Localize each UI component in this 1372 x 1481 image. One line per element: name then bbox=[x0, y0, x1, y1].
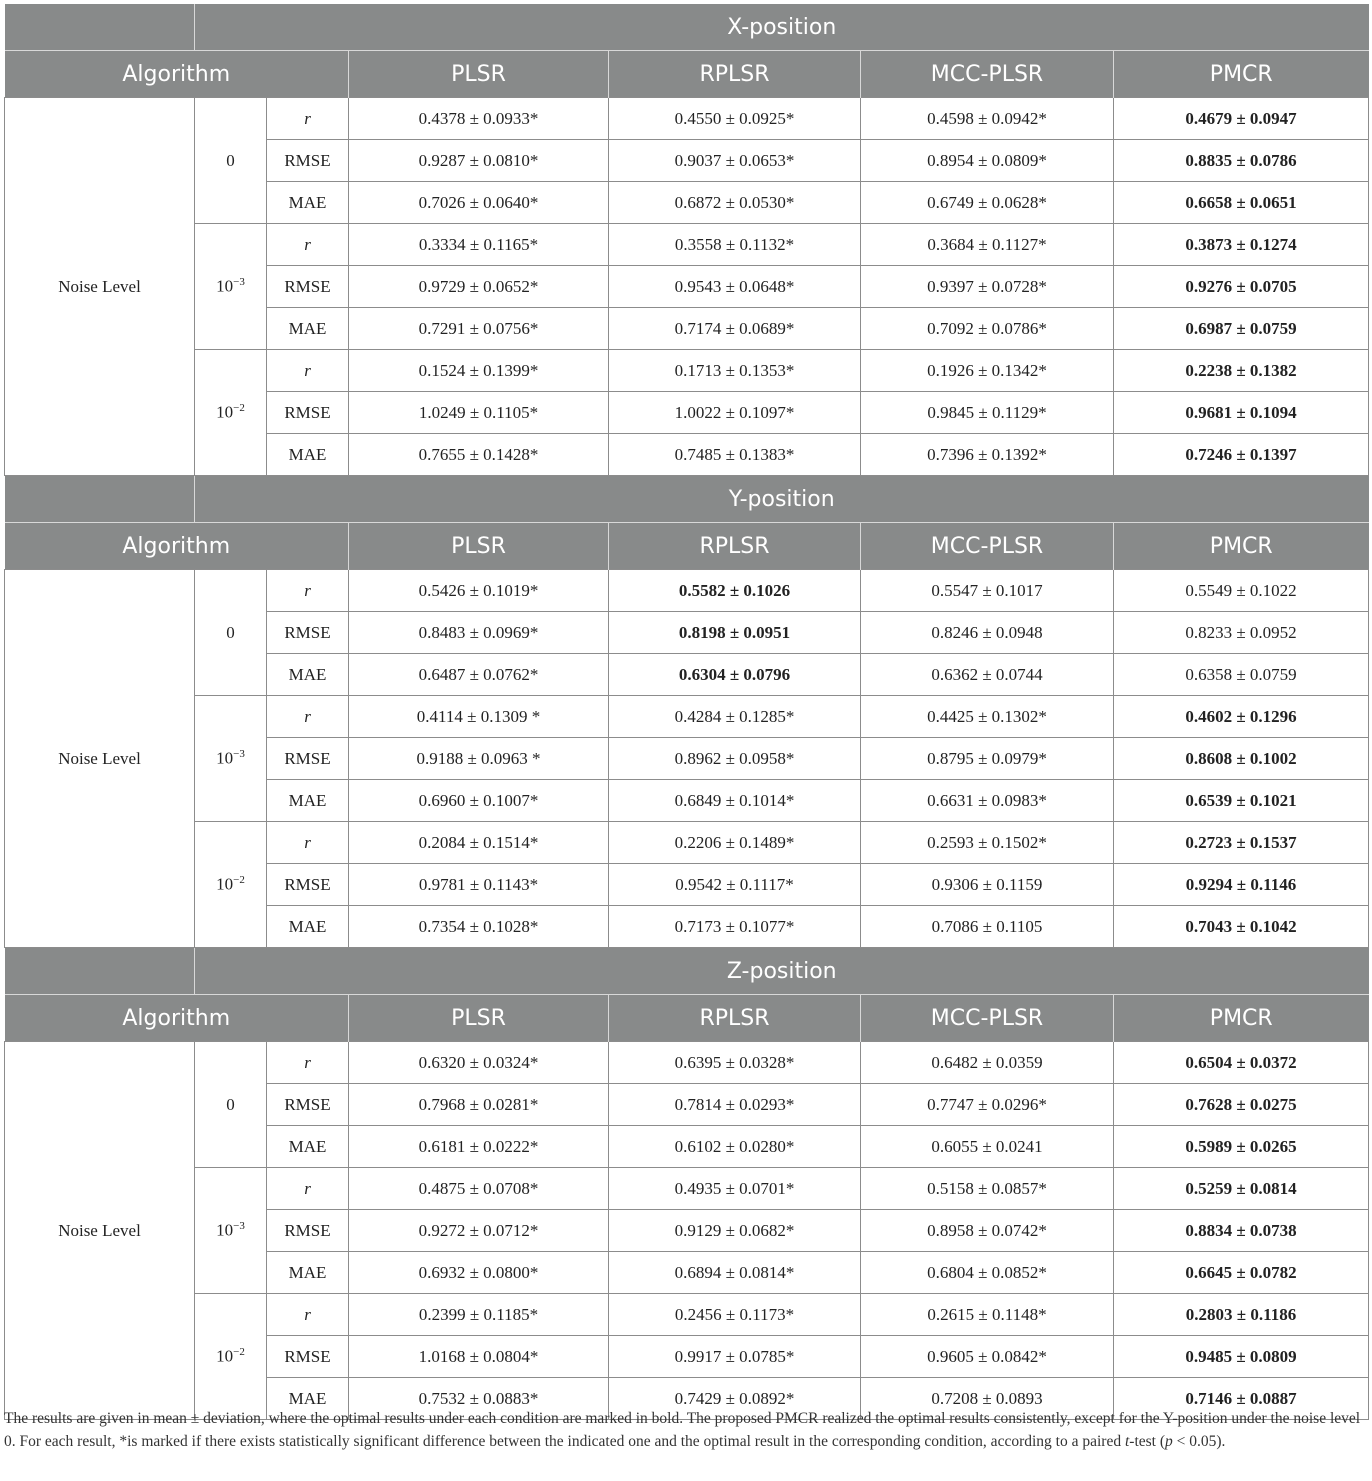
noise-level-exponent: −2 bbox=[233, 1346, 245, 1359]
column-header: PLSR bbox=[349, 995, 609, 1042]
value-cell: 0.6304 ± 0.0796 bbox=[609, 654, 861, 696]
metric-label: r bbox=[267, 696, 349, 738]
value-cell: 0.8246 ± 0.0948 bbox=[861, 612, 1114, 654]
value-cell: 0.2615 ± 0.1148* bbox=[861, 1294, 1114, 1336]
noise-level-base: 10 bbox=[216, 402, 234, 422]
value-cell: 0.4550 ± 0.0925* bbox=[609, 98, 861, 140]
value-cell: 0.4598 ± 0.0942* bbox=[861, 98, 1114, 140]
table-row bbox=[5, 570, 1369, 612]
noise-level-value bbox=[195, 224, 267, 350]
metric-label: MAE bbox=[267, 654, 349, 696]
noise-level-value bbox=[195, 822, 267, 948]
value-cell: 0.5582 ± 0.1026 bbox=[609, 570, 861, 612]
noise-level-value bbox=[195, 570, 267, 696]
value-cell: 0.9605 ± 0.0842* bbox=[861, 1336, 1114, 1378]
table-row bbox=[5, 98, 1369, 140]
value-cell: 0.7396 ± 0.1392* bbox=[861, 434, 1114, 476]
value-cell: 0.7026 ± 0.0640* bbox=[349, 182, 609, 224]
value-cell: 0.2084 ± 0.1514* bbox=[349, 822, 609, 864]
noise-level-label: Noise Level bbox=[5, 570, 195, 948]
section-title: Z-position bbox=[195, 948, 1369, 995]
noise-level-exponent: −3 bbox=[233, 748, 245, 761]
column-header: MCC-PLSR bbox=[861, 995, 1114, 1042]
value-cell: 0.6181 ± 0.0222* bbox=[349, 1126, 609, 1168]
value-cell: 0.9729 ± 0.0652* bbox=[349, 266, 609, 308]
table-row bbox=[5, 1168, 1369, 1210]
noise-level-value bbox=[195, 98, 267, 224]
value-cell: 0.7208 ± 0.0893 bbox=[861, 1378, 1114, 1420]
value-cell: 0.5259 ± 0.0814 bbox=[1114, 1168, 1369, 1210]
metric-label: r bbox=[267, 224, 349, 266]
noise-level-label: Noise Level bbox=[5, 1042, 195, 1420]
column-header: PMCR bbox=[1114, 995, 1369, 1042]
value-cell: 0.7655 ± 0.1428* bbox=[349, 434, 609, 476]
value-cell: 0.9681 ± 0.1094 bbox=[1114, 392, 1369, 434]
table-row bbox=[5, 1042, 1369, 1084]
value-cell: 0.7092 ± 0.0786* bbox=[861, 308, 1114, 350]
section-title-row bbox=[5, 948, 1369, 995]
value-cell: 0.7485 ± 0.1383* bbox=[609, 434, 861, 476]
noise-level-exponent: −2 bbox=[233, 402, 245, 415]
value-cell: 0.8233 ± 0.0952 bbox=[1114, 612, 1369, 654]
results-table bbox=[4, 4, 1369, 1420]
value-cell: 0.5426 ± 0.1019* bbox=[349, 570, 609, 612]
metric-label: RMSE bbox=[267, 140, 349, 182]
noise-level-value bbox=[195, 1042, 267, 1168]
noise-level-value bbox=[195, 696, 267, 822]
value-cell: 0.9037 ± 0.0653* bbox=[609, 140, 861, 182]
value-cell: 0.7532 ± 0.0883* bbox=[349, 1378, 609, 1420]
value-cell: 0.4284 ± 0.1285* bbox=[609, 696, 861, 738]
value-cell: 0.3334 ± 0.1165* bbox=[349, 224, 609, 266]
noise-level-exponent: −3 bbox=[233, 276, 245, 289]
section-title: X-position bbox=[195, 4, 1369, 51]
value-cell: 0.6872 ± 0.0530* bbox=[609, 182, 861, 224]
value-cell: 0.4114 ± 0.1309 * bbox=[349, 696, 609, 738]
metric-label: RMSE bbox=[267, 1336, 349, 1378]
value-cell: 0.3558 ± 0.1132* bbox=[609, 224, 861, 266]
value-cell: 0.4935 ± 0.0701* bbox=[609, 1168, 861, 1210]
metric-label: RMSE bbox=[267, 392, 349, 434]
value-cell: 0.6320 ± 0.0324* bbox=[349, 1042, 609, 1084]
value-cell: 0.6804 ± 0.0852* bbox=[861, 1252, 1114, 1294]
value-cell: 0.7291 ± 0.0756* bbox=[349, 308, 609, 350]
value-cell: 0.7354 ± 0.1028* bbox=[349, 906, 609, 948]
value-cell: 0.7628 ± 0.0275 bbox=[1114, 1084, 1369, 1126]
column-header: MCC-PLSR bbox=[861, 51, 1114, 98]
value-cell: 0.9276 ± 0.0705 bbox=[1114, 266, 1369, 308]
value-cell: 0.6960 ± 0.1007* bbox=[349, 780, 609, 822]
value-cell: 0.4875 ± 0.0708* bbox=[349, 1168, 609, 1210]
value-cell: 0.6894 ± 0.0814* bbox=[609, 1252, 861, 1294]
value-cell: 0.7146 ± 0.0887 bbox=[1114, 1378, 1369, 1420]
value-cell: 0.2206 ± 0.1489* bbox=[609, 822, 861, 864]
metric-label: RMSE bbox=[267, 1210, 349, 1252]
value-cell: 0.7429 ± 0.0892* bbox=[609, 1378, 861, 1420]
column-header: PMCR bbox=[1114, 51, 1369, 98]
value-cell: 0.2456 ± 0.1173* bbox=[609, 1294, 861, 1336]
value-cell: 0.2399 ± 0.1185* bbox=[349, 1294, 609, 1336]
table-row bbox=[5, 224, 1369, 266]
table-row bbox=[5, 350, 1369, 392]
value-cell: 0.7814 ± 0.0293* bbox=[609, 1084, 861, 1126]
value-cell: 0.9485 ± 0.0809 bbox=[1114, 1336, 1369, 1378]
section-title: Y-position bbox=[195, 476, 1369, 523]
value-cell: 0.8962 ± 0.0958* bbox=[609, 738, 861, 780]
metric-label: RMSE bbox=[267, 1084, 349, 1126]
value-cell: 0.3684 ± 0.1127* bbox=[861, 224, 1114, 266]
metric-label: MAE bbox=[267, 906, 349, 948]
value-cell: 0.2593 ± 0.1502* bbox=[861, 822, 1114, 864]
column-header: PMCR bbox=[1114, 523, 1369, 570]
value-cell: 0.1524 ± 0.1399* bbox=[349, 350, 609, 392]
noise-level-base: 0 bbox=[226, 1094, 235, 1114]
value-cell: 0.4378 ± 0.0933* bbox=[349, 98, 609, 140]
value-cell: 0.7968 ± 0.0281* bbox=[349, 1084, 609, 1126]
value-cell: 0.6362 ± 0.0744 bbox=[861, 654, 1114, 696]
column-header: RPLSR bbox=[609, 51, 861, 98]
metric-label: RMSE bbox=[267, 266, 349, 308]
value-cell: 0.7174 ± 0.0689* bbox=[609, 308, 861, 350]
value-cell: 0.9294 ± 0.1146 bbox=[1114, 864, 1369, 906]
section-title-spacer bbox=[5, 4, 195, 51]
value-cell: 0.9397 ± 0.0728* bbox=[861, 266, 1114, 308]
noise-level-base: 10 bbox=[216, 748, 234, 768]
value-cell: 0.9272 ± 0.0712* bbox=[349, 1210, 609, 1252]
column-header-row bbox=[5, 523, 1369, 570]
value-cell: 0.8198 ± 0.0951 bbox=[609, 612, 861, 654]
value-cell: 0.4679 ± 0.0947 bbox=[1114, 98, 1369, 140]
metric-label: MAE bbox=[267, 780, 349, 822]
table-row bbox=[5, 822, 1369, 864]
value-cell: 0.6849 ± 0.1014* bbox=[609, 780, 861, 822]
metric-label: r bbox=[267, 98, 349, 140]
metric-label: MAE bbox=[267, 434, 349, 476]
noise-level-value bbox=[195, 350, 267, 476]
metric-label: r bbox=[267, 1168, 349, 1210]
algorithm-header: Algorithm bbox=[5, 51, 349, 98]
value-cell: 0.9542 ± 0.1117* bbox=[609, 864, 861, 906]
value-cell: 0.1926 ± 0.1342* bbox=[861, 350, 1114, 392]
noise-level-base: 10 bbox=[216, 1346, 234, 1366]
value-cell: 0.6932 ± 0.0800* bbox=[349, 1252, 609, 1294]
table-row bbox=[5, 696, 1369, 738]
value-cell: 0.8954 ± 0.0809* bbox=[861, 140, 1114, 182]
column-header-row bbox=[5, 995, 1369, 1042]
value-cell: 0.5547 ± 0.1017 bbox=[861, 570, 1114, 612]
value-cell: 0.4602 ± 0.1296 bbox=[1114, 696, 1369, 738]
footnote-t: t bbox=[1124, 1433, 1130, 1450]
value-cell: 0.4425 ± 0.1302* bbox=[861, 696, 1114, 738]
section-title-row bbox=[5, 476, 1369, 523]
value-cell: 0.6482 ± 0.0359 bbox=[861, 1042, 1114, 1084]
section-title-row bbox=[5, 4, 1369, 51]
value-cell: 0.2803 ± 0.1186 bbox=[1114, 1294, 1369, 1336]
table-row bbox=[5, 1294, 1369, 1336]
metric-label: MAE bbox=[267, 182, 349, 224]
metric-label: r bbox=[267, 570, 349, 612]
noise-level-base: 10 bbox=[216, 1220, 234, 1240]
value-cell: 0.9917 ± 0.0785* bbox=[609, 1336, 861, 1378]
value-cell: 0.9188 ± 0.0963 * bbox=[349, 738, 609, 780]
footnote-text-3: < 0.05). bbox=[1172, 1433, 1226, 1450]
column-header: RPLSR bbox=[609, 995, 861, 1042]
value-cell: 0.8958 ± 0.0742* bbox=[861, 1210, 1114, 1252]
value-cell: 0.8795 ± 0.0979* bbox=[861, 738, 1114, 780]
value-cell: 0.7747 ± 0.0296* bbox=[861, 1084, 1114, 1126]
footnote-text-1: The results are given in mean ± deviation, where the optimal results under each condition are marked in bold. The proposed PMCR realized the optimal results consistently, except for the Y-position under the noise level 0. For each result, *is marked if there exists statistically significant difference between the indicated one and the optimal result in the corresponding condition, according to a paired bbox=[4, 1410, 1361, 1450]
metric-label: r bbox=[267, 1042, 349, 1084]
value-cell: 0.6358 ± 0.0759 bbox=[1114, 654, 1369, 696]
metric-label: MAE bbox=[267, 1252, 349, 1294]
value-cell: 0.6504 ± 0.0372 bbox=[1114, 1042, 1369, 1084]
value-cell: 0.6102 ± 0.0280* bbox=[609, 1126, 861, 1168]
value-cell: 0.8834 ± 0.0738 bbox=[1114, 1210, 1369, 1252]
metric-label: r bbox=[267, 350, 349, 392]
column-header: PLSR bbox=[349, 523, 609, 570]
value-cell: 0.5158 ± 0.0857* bbox=[861, 1168, 1114, 1210]
noise-level-value bbox=[195, 1294, 267, 1420]
noise-level-exponent: −2 bbox=[233, 874, 245, 887]
value-cell: 1.0168 ± 0.0804* bbox=[349, 1336, 609, 1378]
value-cell: 0.9543 ± 0.0648* bbox=[609, 266, 861, 308]
value-cell: 0.3873 ± 0.1274 bbox=[1114, 224, 1369, 266]
noise-level-base: 0 bbox=[226, 622, 235, 642]
value-cell: 0.5989 ± 0.0265 bbox=[1114, 1126, 1369, 1168]
metric-label: r bbox=[267, 1294, 349, 1336]
column-header: MCC-PLSR bbox=[861, 523, 1114, 570]
noise-level-value bbox=[195, 1168, 267, 1294]
value-cell: 0.6539 ± 0.1021 bbox=[1114, 780, 1369, 822]
value-cell: 0.9287 ± 0.0810* bbox=[349, 140, 609, 182]
value-cell: 0.6987 ± 0.0759 bbox=[1114, 308, 1369, 350]
metric-label: RMSE bbox=[267, 612, 349, 654]
value-cell: 0.2723 ± 0.1537 bbox=[1114, 822, 1369, 864]
value-cell: 0.9845 ± 0.1129* bbox=[861, 392, 1114, 434]
section-title-spacer bbox=[5, 476, 195, 523]
table-footnote bbox=[4, 1407, 1368, 1453]
footnote-p: p bbox=[1165, 1433, 1173, 1450]
column-header-row bbox=[5, 51, 1369, 98]
value-cell: 0.7246 ± 0.1397 bbox=[1114, 434, 1369, 476]
value-cell: 1.0022 ± 0.1097* bbox=[609, 392, 861, 434]
metric-label: r bbox=[267, 822, 349, 864]
value-cell: 0.6645 ± 0.0782 bbox=[1114, 1252, 1369, 1294]
noise-level-exponent: −3 bbox=[233, 1220, 245, 1233]
metric-label: MAE bbox=[267, 308, 349, 350]
value-cell: 0.6487 ± 0.0762* bbox=[349, 654, 609, 696]
value-cell: 0.7086 ± 0.1105 bbox=[861, 906, 1114, 948]
value-cell: 0.8608 ± 0.1002 bbox=[1114, 738, 1369, 780]
noise-level-base: 10 bbox=[216, 276, 234, 296]
noise-level-label: Noise Level bbox=[5, 98, 195, 476]
value-cell: 0.5549 ± 0.1022 bbox=[1114, 570, 1369, 612]
value-cell: 0.2238 ± 0.1382 bbox=[1114, 350, 1369, 392]
value-cell: 1.0249 ± 0.1105* bbox=[349, 392, 609, 434]
value-cell: 0.6055 ± 0.0241 bbox=[861, 1126, 1114, 1168]
algorithm-header: Algorithm bbox=[5, 995, 349, 1042]
metric-label: RMSE bbox=[267, 864, 349, 906]
section-title-spacer bbox=[5, 948, 195, 995]
value-cell: 0.9781 ± 0.1143* bbox=[349, 864, 609, 906]
value-cell: 0.1713 ± 0.1353* bbox=[609, 350, 861, 392]
value-cell: 0.6658 ± 0.0651 bbox=[1114, 182, 1369, 224]
metric-label: MAE bbox=[267, 1378, 349, 1420]
column-header: RPLSR bbox=[609, 523, 861, 570]
value-cell: 0.6395 ± 0.0328* bbox=[609, 1042, 861, 1084]
value-cell: 0.6749 ± 0.0628* bbox=[861, 182, 1114, 224]
value-cell: 0.9306 ± 0.1159 bbox=[861, 864, 1114, 906]
column-header: PLSR bbox=[349, 51, 609, 98]
value-cell: 0.8483 ± 0.0969* bbox=[349, 612, 609, 654]
value-cell: 0.9129 ± 0.0682* bbox=[609, 1210, 861, 1252]
algorithm-header: Algorithm bbox=[5, 523, 349, 570]
value-cell: 0.6631 ± 0.0983* bbox=[861, 780, 1114, 822]
value-cell: 0.7173 ± 0.1077* bbox=[609, 906, 861, 948]
footnote-text-2: -test ( bbox=[1129, 1433, 1166, 1450]
noise-level-base: 10 bbox=[216, 874, 234, 894]
metric-label: RMSE bbox=[267, 738, 349, 780]
metric-label: MAE bbox=[267, 1126, 349, 1168]
value-cell: 0.8835 ± 0.0786 bbox=[1114, 140, 1369, 182]
noise-level-base: 0 bbox=[226, 150, 235, 170]
value-cell: 0.7043 ± 0.1042 bbox=[1114, 906, 1369, 948]
